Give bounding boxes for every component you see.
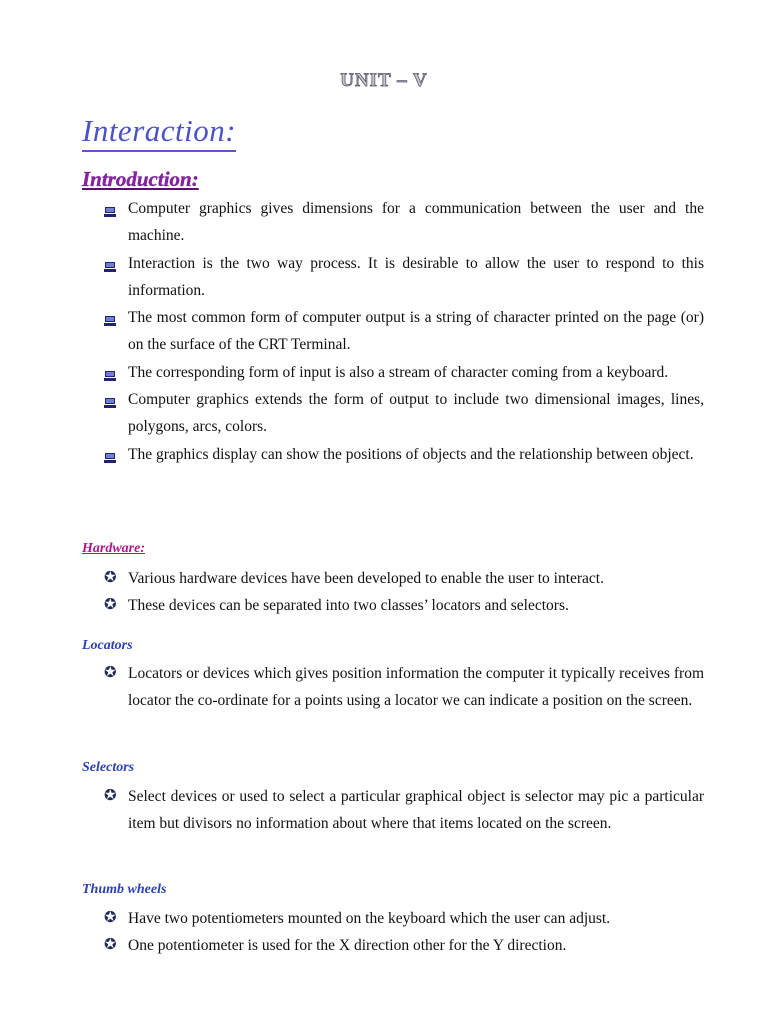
hardware-list — [104, 565, 704, 620]
list-item-text: Computer graphics gives dimensions for a communication between the user and the machine. — [128, 200, 704, 245]
computer-icon — [104, 359, 122, 386]
star-bullet-icon: ✪ — [104, 788, 117, 804]
list-item — [104, 250, 704, 305]
list-item-text: The graphics display can show the positions of objects and the relationship between object. — [128, 445, 694, 463]
thumb-wheels-list — [104, 905, 704, 960]
list-item — [104, 386, 704, 441]
introduction-heading: Introduction: — [82, 167, 199, 191]
star-bullet-icon: ✪ — [104, 665, 117, 681]
locators-heading: Locators — [82, 638, 133, 653]
list-item — [104, 304, 704, 359]
list-item-text: Select devices or used to select a particular graphical object is selector may pic a particular item but divisors no information about where that items located on the screen. — [128, 788, 704, 833]
list-item-text: Locators or devices which gives position information the computer it typically receives from locator the co-ordinate for a points using a locator we can indicate a position on the screen. — [128, 665, 704, 710]
main-heading: Interaction: — [82, 112, 236, 152]
unit-title: UNIT – V — [340, 70, 428, 91]
computer-icon — [104, 250, 122, 277]
selectors-list — [104, 783, 704, 838]
list-item — [104, 359, 704, 386]
list-item-text: Interaction is the two way process. It is desirable to allow the user to respond to this information. — [128, 254, 704, 299]
list-item — [104, 195, 704, 250]
computer-icon — [104, 386, 122, 413]
computer-icon — [104, 441, 122, 468]
list-item-text: Computer graphics extends the form of output to include two dimensional images, lines, polygons, arcs, colors. — [128, 391, 704, 436]
list-item — [104, 660, 704, 715]
list-item-text: Various hardware devices have been developed to enable the user to interact. — [128, 570, 604, 587]
list-item-text: The most common form of computer output is a string of character printed on the page (or) on the surface of the CRT Terminal. — [128, 309, 704, 354]
computer-icon — [104, 304, 122, 331]
star-bullet-icon: ✪ — [104, 910, 117, 926]
list-item — [104, 441, 704, 468]
list-item-text: One potentiometer is used for the X direction other for the Y direction. — [128, 937, 567, 955]
list-item-text: These devices can be separated into two classes’ locators and selectors. — [128, 597, 569, 615]
list-item-text: Have two potentiometers mounted on the keyboard which the user can adjust. — [128, 910, 611, 927]
list-item-text: The corresponding form of input is also a stream of character coming from a keyboard. — [128, 363, 669, 381]
star-bullet-icon: ✪ — [104, 597, 117, 614]
list-item — [104, 783, 704, 838]
list-item — [104, 905, 704, 932]
list-item — [104, 592, 704, 619]
list-item — [104, 932, 704, 959]
hardware-heading: Hardware: — [82, 541, 145, 556]
star-bullet-icon: ✪ — [104, 570, 117, 586]
thumb-wheels-heading: Thumb wheels — [82, 882, 167, 897]
list-item — [104, 565, 704, 592]
computer-icon — [104, 195, 122, 222]
selectors-heading: Selectors — [82, 760, 135, 775]
locators-list — [104, 660, 704, 715]
introduction-list — [104, 195, 704, 468]
star-bullet-icon: ✪ — [104, 937, 117, 954]
